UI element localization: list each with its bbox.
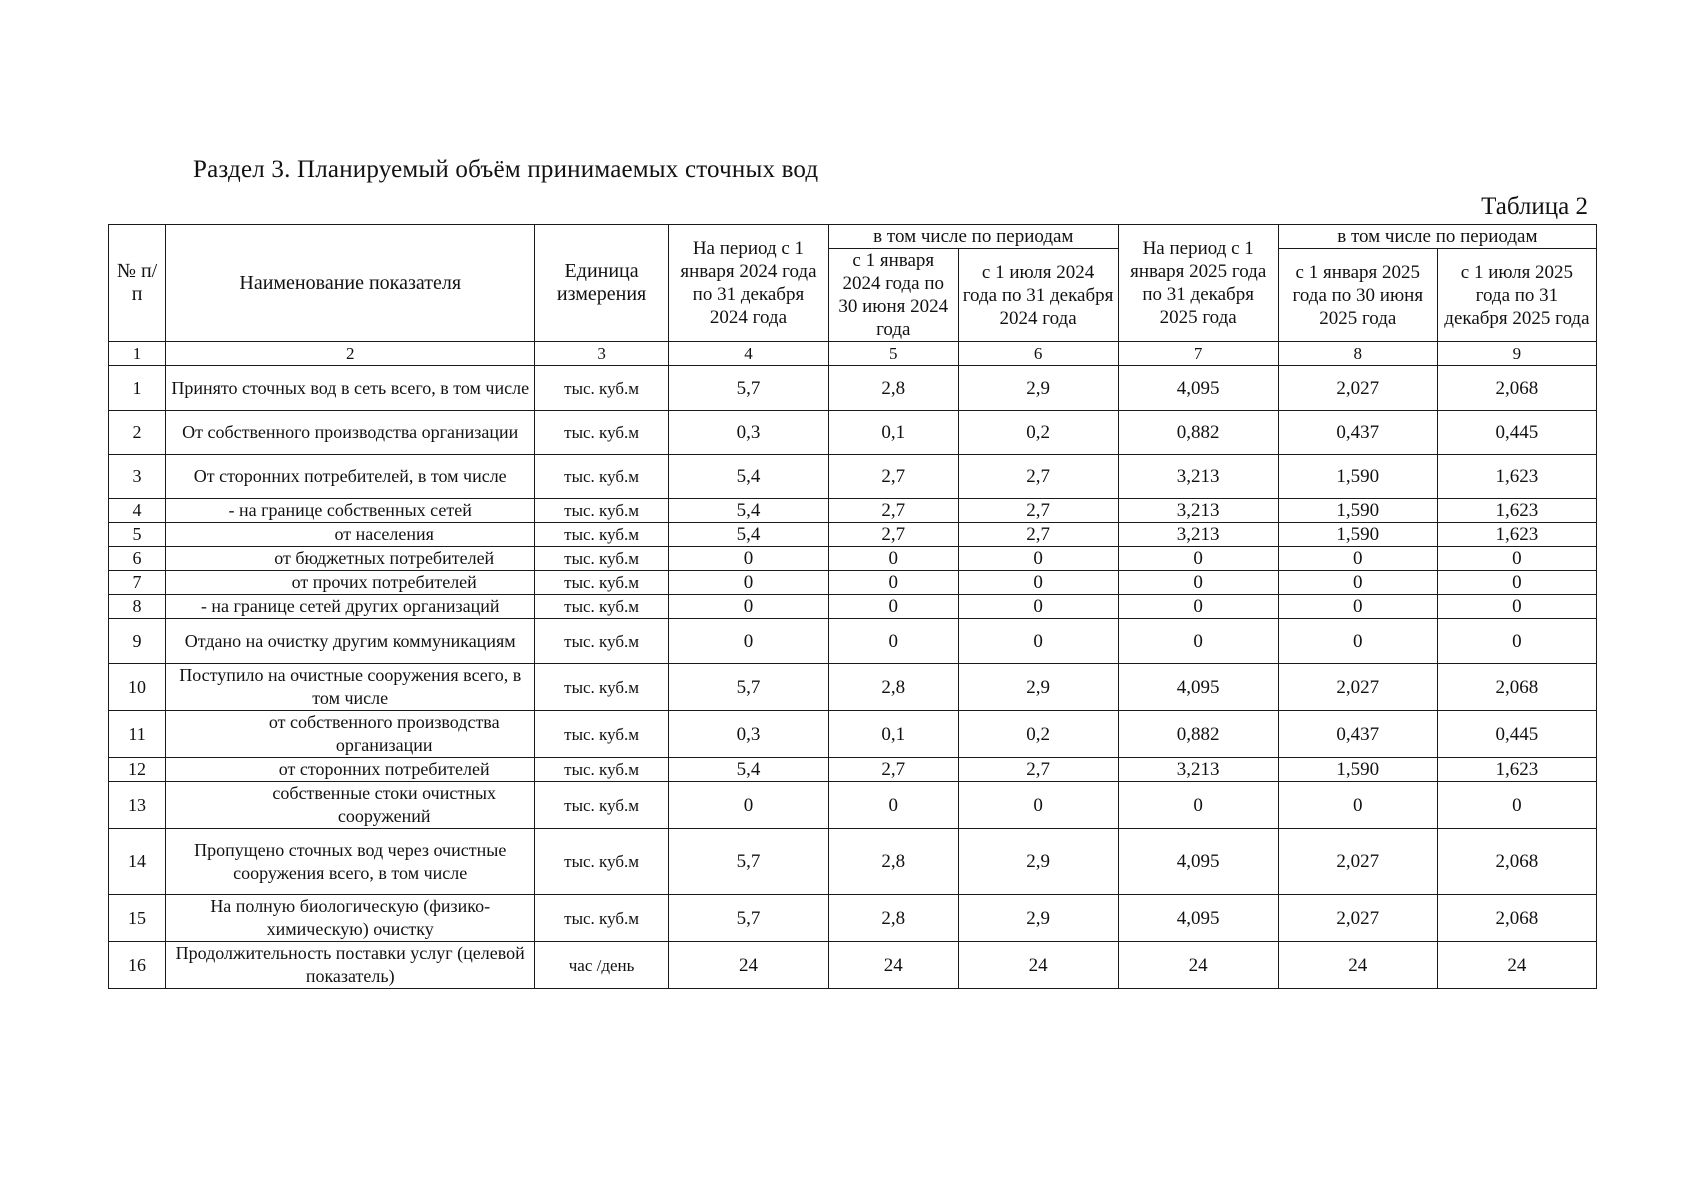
indicator-name: Отдано на очистку другим коммуникациям bbox=[166, 619, 535, 664]
column-number: 8 bbox=[1278, 342, 1437, 366]
header-incl-periods-2024: в том числе по периодам bbox=[829, 225, 1119, 249]
value-cell: 5,4 bbox=[668, 499, 828, 523]
table-row bbox=[109, 942, 1597, 989]
value-cell: 2,8 bbox=[829, 829, 959, 895]
value-cell: 0 bbox=[829, 595, 959, 619]
row-number: 11 bbox=[109, 711, 166, 758]
row-number: 14 bbox=[109, 829, 166, 895]
header-h1-2024: с 1 января 2024 года по 30 июня 2024 года bbox=[829, 249, 959, 342]
row-number: 8 bbox=[109, 595, 166, 619]
row-number: 7 bbox=[109, 571, 166, 595]
header-name: Наименование показателя bbox=[166, 225, 535, 342]
value-cell: 0 bbox=[1278, 782, 1437, 829]
value-cell: 5,7 bbox=[668, 829, 828, 895]
header-h2-2025: с 1 июля 2025 года по 31 декабря 2025 года bbox=[1437, 249, 1596, 342]
value-cell: 0,882 bbox=[1118, 411, 1278, 455]
value-cell: 0,445 bbox=[1437, 411, 1596, 455]
table-row bbox=[109, 547, 1597, 571]
value-cell: 2,8 bbox=[829, 664, 959, 711]
wastewater-volume-table bbox=[108, 224, 1597, 989]
column-number-row bbox=[109, 342, 1597, 366]
unit-cell: тыс. куб.м bbox=[535, 455, 669, 499]
row-number: 4 bbox=[109, 499, 166, 523]
indicator-name: от прочих потребителей bbox=[166, 571, 535, 595]
column-number: 2 bbox=[166, 342, 535, 366]
value-cell: 5,7 bbox=[668, 895, 828, 942]
unit-cell: тыс. куб.м bbox=[535, 411, 669, 455]
indicator-name: Продолжительность поставки услуг (целевой показатель) bbox=[166, 942, 535, 989]
row-number: 12 bbox=[109, 758, 166, 782]
value-cell: 24 bbox=[1118, 942, 1278, 989]
unit-cell: тыс. куб.м bbox=[535, 571, 669, 595]
value-cell: 24 bbox=[1278, 942, 1437, 989]
column-number: 5 bbox=[829, 342, 959, 366]
value-cell: 0 bbox=[1278, 595, 1437, 619]
value-cell: 2,027 bbox=[1278, 829, 1437, 895]
column-number: 1 bbox=[109, 342, 166, 366]
page-title: Раздел 3. Планируемый объём принимаемых сточных вод bbox=[193, 156, 819, 183]
table-row bbox=[109, 711, 1597, 758]
value-cell: 2,9 bbox=[958, 829, 1118, 895]
column-number: 3 bbox=[535, 342, 669, 366]
value-cell: 0 bbox=[1118, 619, 1278, 664]
value-cell: 5,7 bbox=[668, 366, 828, 411]
table-row bbox=[109, 455, 1597, 499]
value-cell: 0 bbox=[1118, 571, 1278, 595]
value-cell: 1,623 bbox=[1437, 455, 1596, 499]
header-row-top bbox=[109, 225, 1597, 249]
value-cell: 0,445 bbox=[1437, 711, 1596, 758]
value-cell: 0,437 bbox=[1278, 711, 1437, 758]
header-unit: Единица измерения bbox=[535, 225, 669, 342]
value-cell: 5,4 bbox=[668, 455, 828, 499]
header-period-2025: На период с 1 января 2025 года по 31 декабря 2025 года bbox=[1118, 225, 1278, 342]
table-row bbox=[109, 782, 1597, 829]
table-row bbox=[109, 619, 1597, 664]
value-cell: 3,213 bbox=[1118, 758, 1278, 782]
indicator-name: - на границе собственных сетей bbox=[166, 499, 535, 523]
value-cell: 2,027 bbox=[1278, 366, 1437, 411]
indicator-name: от собственного производства организации bbox=[166, 711, 535, 758]
value-cell: 0 bbox=[958, 595, 1118, 619]
unit-cell: тыс. куб.м bbox=[535, 499, 669, 523]
value-cell: 4,095 bbox=[1118, 829, 1278, 895]
value-cell: 4,095 bbox=[1118, 664, 1278, 711]
value-cell: 0,2 bbox=[958, 711, 1118, 758]
indicator-name: Принято сточных вод в сеть всего, в том числе bbox=[166, 366, 535, 411]
header-h1-2025: с 1 января 2025 года по 30 июня 2025 года bbox=[1278, 249, 1437, 342]
unit-cell: тыс. куб.м bbox=[535, 758, 669, 782]
unit-cell: тыс. куб.м bbox=[535, 619, 669, 664]
value-cell: 2,8 bbox=[829, 895, 959, 942]
value-cell: 0 bbox=[1278, 619, 1437, 664]
value-cell: 2,9 bbox=[958, 366, 1118, 411]
indicator-name: Поступило на очистные сооружения всего, в том числе bbox=[166, 664, 535, 711]
value-cell: 2,7 bbox=[958, 455, 1118, 499]
value-cell: 5,7 bbox=[668, 664, 828, 711]
unit-cell: час /день bbox=[535, 942, 669, 989]
value-cell: 3,213 bbox=[1118, 523, 1278, 547]
unit-cell: тыс. куб.м bbox=[535, 711, 669, 758]
value-cell: 0,1 bbox=[829, 711, 959, 758]
value-cell: 2,8 bbox=[829, 366, 959, 411]
table-row bbox=[109, 366, 1597, 411]
value-cell: 0,437 bbox=[1278, 411, 1437, 455]
value-cell: 2,7 bbox=[829, 758, 959, 782]
table-row bbox=[109, 571, 1597, 595]
unit-cell: тыс. куб.м bbox=[535, 523, 669, 547]
value-cell: 1,623 bbox=[1437, 499, 1596, 523]
unit-cell: тыс. куб.м bbox=[535, 829, 669, 895]
indicator-name: - на границе сетей других организаций bbox=[166, 595, 535, 619]
value-cell: 4,095 bbox=[1118, 366, 1278, 411]
value-cell: 0,3 bbox=[668, 411, 828, 455]
value-cell: 0 bbox=[958, 619, 1118, 664]
value-cell: 2,027 bbox=[1278, 664, 1437, 711]
table-row bbox=[109, 523, 1597, 547]
column-number: 4 bbox=[668, 342, 828, 366]
value-cell: 5,4 bbox=[668, 523, 828, 547]
value-cell: 3,213 bbox=[1118, 455, 1278, 499]
value-cell: 1,623 bbox=[1437, 523, 1596, 547]
header-period-2024: На период с 1 января 2024 года по 31 декабря 2024 года bbox=[668, 225, 828, 342]
indicator-name: от населения bbox=[166, 523, 535, 547]
value-cell: 0 bbox=[1437, 619, 1596, 664]
value-cell: 0 bbox=[668, 571, 828, 595]
row-number: 2 bbox=[109, 411, 166, 455]
value-cell: 1,590 bbox=[1278, 499, 1437, 523]
table-row bbox=[109, 664, 1597, 711]
row-number: 6 bbox=[109, 547, 166, 571]
value-cell: 1,590 bbox=[1278, 523, 1437, 547]
value-cell: 1,623 bbox=[1437, 758, 1596, 782]
value-cell: 0,3 bbox=[668, 711, 828, 758]
value-cell: 0 bbox=[668, 619, 828, 664]
value-cell: 0 bbox=[958, 547, 1118, 571]
header-h2-2024: с 1 июля 2024 года по 31 декабря 2024 года bbox=[958, 249, 1118, 342]
indicator-name: от сторонних потребителей bbox=[166, 758, 535, 782]
value-cell: 0 bbox=[668, 782, 828, 829]
value-cell: 0 bbox=[1118, 595, 1278, 619]
value-cell: 24 bbox=[1437, 942, 1596, 989]
indicator-name: собственные стоки очистных сооружений bbox=[166, 782, 535, 829]
table-row bbox=[109, 411, 1597, 455]
value-cell: 2,7 bbox=[829, 499, 959, 523]
value-cell: 0 bbox=[1437, 547, 1596, 571]
indicator-name: От собственного производства организации bbox=[166, 411, 535, 455]
value-cell: 0 bbox=[829, 619, 959, 664]
row-number: 16 bbox=[109, 942, 166, 989]
unit-cell: тыс. куб.м bbox=[535, 595, 669, 619]
value-cell: 0,1 bbox=[829, 411, 959, 455]
table-row bbox=[109, 499, 1597, 523]
row-number: 13 bbox=[109, 782, 166, 829]
value-cell: 2,068 bbox=[1437, 366, 1596, 411]
value-cell: 2,9 bbox=[958, 895, 1118, 942]
indicator-name: Пропущено сточных вод через очистные сооружения всего, в том числе bbox=[166, 829, 535, 895]
table-label: Таблица 2 bbox=[1481, 193, 1588, 220]
value-cell: 24 bbox=[829, 942, 959, 989]
column-number: 9 bbox=[1437, 342, 1596, 366]
value-cell: 0 bbox=[829, 571, 959, 595]
indicator-name: от бюджетных потребителей bbox=[166, 547, 535, 571]
row-number: 9 bbox=[109, 619, 166, 664]
value-cell: 0 bbox=[1437, 595, 1596, 619]
unit-cell: тыс. куб.м bbox=[535, 664, 669, 711]
value-cell: 2,068 bbox=[1437, 895, 1596, 942]
value-cell: 24 bbox=[668, 942, 828, 989]
value-cell: 0 bbox=[1278, 571, 1437, 595]
column-number: 6 bbox=[958, 342, 1118, 366]
value-cell: 0 bbox=[829, 782, 959, 829]
value-cell: 2,7 bbox=[958, 523, 1118, 547]
value-cell: 2,068 bbox=[1437, 829, 1596, 895]
value-cell: 3,213 bbox=[1118, 499, 1278, 523]
value-cell: 0 bbox=[829, 547, 959, 571]
value-cell: 4,095 bbox=[1118, 895, 1278, 942]
value-cell: 2,7 bbox=[958, 758, 1118, 782]
value-cell: 0 bbox=[1437, 782, 1596, 829]
value-cell: 1,590 bbox=[1278, 455, 1437, 499]
value-cell: 0 bbox=[1118, 547, 1278, 571]
value-cell: 2,9 bbox=[958, 664, 1118, 711]
value-cell: 2,7 bbox=[958, 499, 1118, 523]
row-number: 10 bbox=[109, 664, 166, 711]
value-cell: 0 bbox=[958, 571, 1118, 595]
table-row bbox=[109, 829, 1597, 895]
value-cell: 0 bbox=[668, 547, 828, 571]
value-cell: 0 bbox=[668, 595, 828, 619]
unit-cell: тыс. куб.м bbox=[535, 366, 669, 411]
table-row bbox=[109, 895, 1597, 942]
value-cell: 0 bbox=[1278, 547, 1437, 571]
value-cell: 5,4 bbox=[668, 758, 828, 782]
column-number: 7 bbox=[1118, 342, 1278, 366]
value-cell: 24 bbox=[958, 942, 1118, 989]
table-row bbox=[109, 758, 1597, 782]
table-body bbox=[109, 366, 1597, 989]
indicator-name: На полную биологическую (физико-химическую) очистку bbox=[166, 895, 535, 942]
row-number: 3 bbox=[109, 455, 166, 499]
value-cell: 0 bbox=[1437, 571, 1596, 595]
value-cell: 0 bbox=[1118, 782, 1278, 829]
indicator-name: От сторонних потребителей, в том числе bbox=[166, 455, 535, 499]
value-cell: 2,7 bbox=[829, 455, 959, 499]
value-cell: 0,2 bbox=[958, 411, 1118, 455]
unit-cell: тыс. куб.м bbox=[535, 782, 669, 829]
header-incl-periods-2025: в том числе по периодам bbox=[1278, 225, 1596, 249]
value-cell: 1,590 bbox=[1278, 758, 1437, 782]
table-row bbox=[109, 595, 1597, 619]
value-cell: 0,882 bbox=[1118, 711, 1278, 758]
unit-cell: тыс. куб.м bbox=[535, 547, 669, 571]
value-cell: 2,7 bbox=[829, 523, 959, 547]
value-cell: 2,027 bbox=[1278, 895, 1437, 942]
value-cell: 0 bbox=[958, 782, 1118, 829]
value-cell: 2,068 bbox=[1437, 664, 1596, 711]
row-number: 1 bbox=[109, 366, 166, 411]
unit-cell: тыс. куб.м bbox=[535, 895, 669, 942]
row-number: 15 bbox=[109, 895, 166, 942]
row-number: 5 bbox=[109, 523, 166, 547]
header-num: № п/п bbox=[109, 225, 166, 342]
